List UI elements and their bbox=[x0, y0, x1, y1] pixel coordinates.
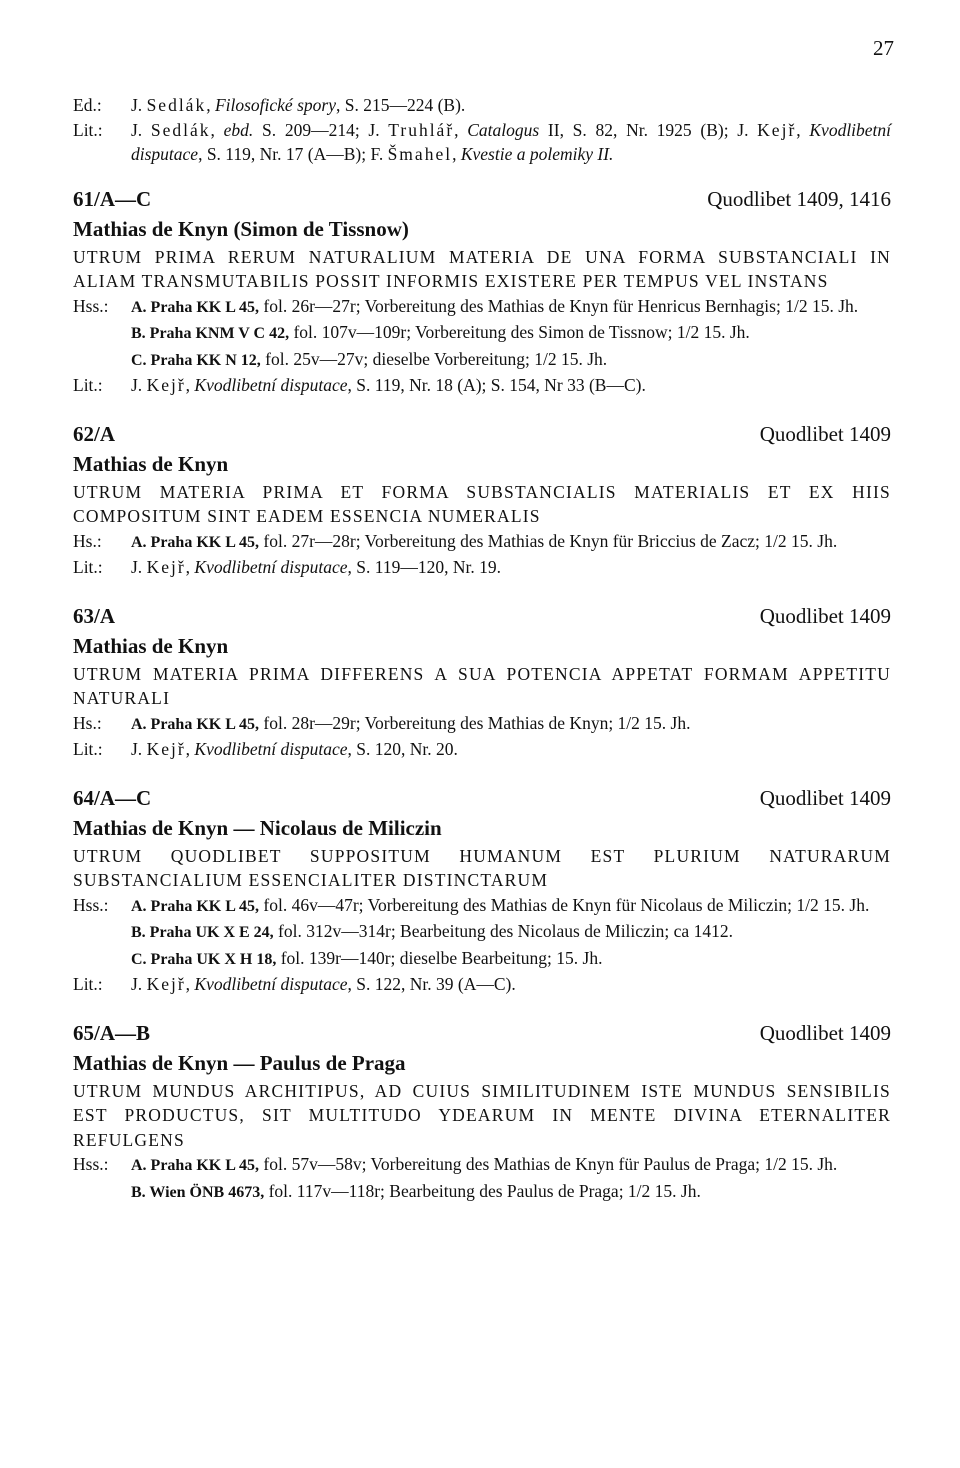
entry-header bbox=[73, 185, 891, 213]
page-number: 27 bbox=[873, 36, 894, 60]
ref-item: J. Kejř, Kvodlibetní disputace, S. 122, Nr. 39 (A—C). bbox=[131, 974, 516, 994]
entry-ref bbox=[73, 711, 891, 738]
ref-item: J. Kejř, Kvodlibetní disputace, S. 120, Nr. 20. bbox=[131, 739, 458, 759]
ref-body bbox=[131, 737, 891, 762]
entry-quodlibet: Quodlibet 1409 bbox=[759, 785, 891, 810]
ref-body bbox=[131, 711, 891, 738]
ref-item: A. Praha KK L 45, fol. 27r—28r; Vorbereitung des Mathias de Knyn für Briccius de Zacz; 1/2 15. Jh. bbox=[131, 530, 838, 551]
entry-header bbox=[73, 1019, 891, 1047]
entry-ref bbox=[73, 294, 891, 374]
front-ref bbox=[73, 93, 891, 118]
ref-label: Lit.: bbox=[73, 557, 103, 577]
ref-item: J. Sedlák, Filosofické spory, S. 215—224 (B). bbox=[131, 95, 466, 115]
catalog-entry bbox=[73, 1019, 891, 1206]
entry-ref bbox=[73, 1152, 891, 1205]
ref-item: A. Praha KK L 45, fol. 28r—29r; Vorbereitung des Mathias de Knyn; 1/2 15. Jh. bbox=[131, 712, 691, 733]
entry-id: 64/A—C bbox=[73, 785, 152, 810]
ref-label: Lit.: bbox=[73, 119, 103, 140]
entry-author: Mathias de Knyn bbox=[73, 451, 229, 476]
ref-item: J. Kejř, Kvodlibetní disputace, S. 119—120, Nr. 19. bbox=[131, 557, 501, 577]
ref-body bbox=[131, 294, 891, 374]
front-matter bbox=[73, 93, 891, 167]
entry-ref bbox=[73, 737, 891, 762]
ref-item: B. Wien ÖNB 4673, fol. 117v—118r; Bearbeitung des Paulus de Praga; 1/2 15. Jh. bbox=[131, 1180, 701, 1201]
ref-item: A. Praha KK L 45, fol. 57v—58v; Vorbereitung des Mathias de Knyn für Paulus de Praga; 1/2 15. Jh. bbox=[131, 1154, 838, 1174]
entry-ref bbox=[73, 893, 891, 973]
ref-item: B. Praha UK X E 24, fol. 312v—314r; Bearbeitung des Nicolaus de Miliczin; ca 1412. bbox=[131, 921, 733, 941]
ref-label: Lit.: bbox=[73, 974, 103, 994]
entry-quodlibet: Quodlibet 1409 bbox=[759, 603, 891, 628]
entry-id: 63/A bbox=[73, 603, 115, 628]
entry-title: UTRUM MUNDUS ARCHITIPUS, AD CUIUS SIMILITUDINEM ISTE MUNDUS SENSIBILIS EST PRODUCTUS, SIT MULTITUDO YDEARUM IN MENTE DIVINA ETERNALITER REFULGENS bbox=[73, 1080, 891, 1150]
ref-body bbox=[131, 529, 891, 556]
ref-label: Ed.: bbox=[73, 95, 102, 115]
ref-label: Hss.: bbox=[73, 295, 109, 316]
ref-label: Hss.: bbox=[73, 1154, 109, 1174]
ref-item: A. Praha KK L 45, fol. 46v—47r; Vorbereitung des Mathias de Knyn für Nicolaus de Miliczin; 1/2 15. Jh. bbox=[131, 894, 870, 915]
ref-label: Lit.: bbox=[73, 739, 103, 759]
entry-list bbox=[73, 185, 891, 1206]
ref-body bbox=[131, 893, 891, 973]
entry-author: Mathias de Knyn (Simon de Tissnow) bbox=[73, 216, 409, 241]
ref-body bbox=[131, 555, 891, 580]
entry-title: UTRUM MATERIA PRIMA DIFFERENS A SUA POTENCIA APPETAT FORMAM APPETITU NATURALI bbox=[73, 663, 891, 708]
catalog-entry bbox=[73, 784, 891, 997]
page-body bbox=[73, 93, 891, 1205]
ref-item: C. Praha UK X H 18, fol. 139r—140r; dieselbe Bearbeitung; 15. Jh. bbox=[131, 947, 603, 968]
entry-author: Mathias de Knyn bbox=[73, 633, 229, 658]
ref-label: Lit.: bbox=[73, 375, 103, 395]
entry-title: UTRUM MATERIA PRIMA ET FORMA SUBSTANCIALIS MATERIALIS ET EX HIIS COMPOSITUM SINT EADEM ESSENCIA NUMERALIS bbox=[73, 481, 891, 526]
ref-body bbox=[131, 1152, 891, 1205]
ref-label: Hs.: bbox=[73, 530, 102, 551]
entry-header bbox=[73, 420, 891, 448]
ref-body bbox=[131, 118, 891, 167]
entry-header bbox=[73, 602, 891, 630]
catalog-entry bbox=[73, 602, 891, 762]
entry-title: UTRUM QUODLIBET SUPPOSITUM HUMANUM EST PLURIUM NATURARUM SUBSTANCIALIUM ESSENCIALITER DISTINCTARUM bbox=[73, 845, 891, 890]
ref-label: Hss.: bbox=[73, 894, 109, 915]
front-ref bbox=[73, 118, 891, 167]
entry-quodlibet: Quodlibet 1409 bbox=[759, 1020, 891, 1045]
entry-ref bbox=[73, 529, 891, 556]
ref-body bbox=[131, 373, 891, 398]
ref-body bbox=[131, 93, 891, 118]
ref-item: B. Praha KNM V C 42, fol. 107v—109r; Vorbereitung des Simon de Tissnow; 1/2 15. Jh. bbox=[131, 322, 750, 342]
entry-author: Mathias de Knyn — Nicolaus de Miliczin bbox=[73, 815, 442, 840]
entry-author: Mathias de Knyn — Paulus de Praga bbox=[73, 1050, 406, 1075]
entry-ref bbox=[73, 972, 891, 997]
entry-id: 62/A bbox=[73, 421, 115, 446]
entry-header bbox=[73, 784, 891, 812]
entry-ref bbox=[73, 373, 891, 398]
ref-item: J. Kejř, Kvodlibetní disputace, S. 119, Nr. 18 (A); S. 154, Nr 33 (B—C). bbox=[131, 375, 646, 395]
entry-id: 61/A—C bbox=[73, 186, 152, 211]
entry-ref bbox=[73, 555, 891, 580]
entry-quodlibet: Quodlibet 1409, 1416 bbox=[707, 186, 891, 211]
ref-item: A. Praha KK L 45, fol. 26r—27r; Vorbereitung des Mathias de Knyn für Henricus Bernhagis; 1/2 15. Jh. bbox=[131, 295, 859, 316]
entry-title: UTRUM PRIMA RERUM NATURALIUM MATERIA DE UNA FORMA SUBSTANCIALI IN ALIAM TRANSMUTABILIS POSSIT INFORMIS EXISTERE PER TEMPUS VEL INSTANS bbox=[73, 246, 891, 291]
ref-body bbox=[131, 972, 891, 997]
catalog-entry bbox=[73, 185, 891, 398]
entry-id: 65/A—B bbox=[73, 1020, 151, 1045]
ref-item: C. Praha KK N 12, fol. 25v—27v; dieselbe Vorbereitung; 1/2 15. Jh. bbox=[131, 348, 608, 369]
ref-label: Hs.: bbox=[73, 712, 102, 733]
ref-item: J. Sedlák, ebd. S. 209—214; J. Truhlář, Catalogus II, S. 82, Nr. 1925 (B); J. Kejř, Kvodlibetní disputace, S. 119, Nr. 17 (A—B); F. Šmahel, Kvestie a polemiky II. bbox=[131, 119, 892, 164]
entry-quodlibet: Quodlibet 1409 bbox=[759, 421, 891, 446]
catalog-entry bbox=[73, 420, 891, 580]
